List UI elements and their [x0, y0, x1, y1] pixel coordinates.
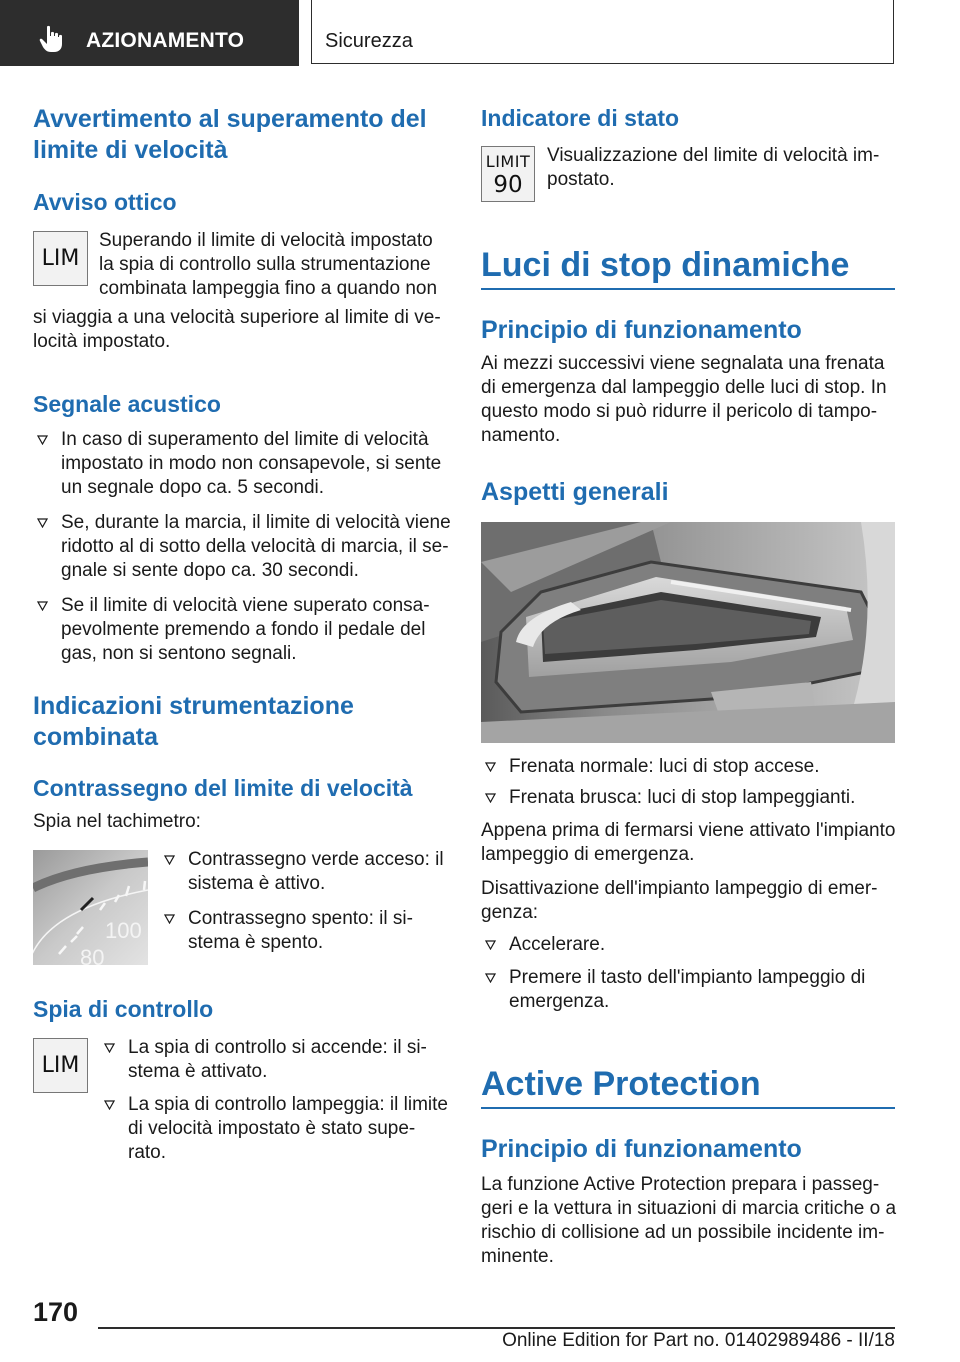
heading-line: Indicazioni strumentazione — [33, 692, 354, 720]
limit-icon-label: LIMIT — [485, 152, 531, 171]
text-line: Disattivazione dell'impianto lampeggio di emer- — [481, 878, 878, 899]
text-line: di emergenza dal lampeggio delle luci di stop. In — [481, 377, 887, 398]
spia-tachimetro-text: Spia nel tachimetro: — [33, 811, 201, 832]
text-line: stema è spento. — [188, 932, 324, 953]
heading-underline — [481, 1107, 895, 1109]
speedometer-image — [33, 850, 148, 965]
text-line: rato. — [128, 1142, 167, 1163]
heading-aspetti-generali: Aspetti generali — [481, 478, 669, 506]
heading-active-protection: Active Protection — [481, 1065, 761, 1103]
text-line: impostato in modo non consapevole, si sente — [61, 453, 442, 474]
text-line: emergenza. — [509, 991, 610, 1012]
tail-light-photo — [481, 522, 895, 743]
principio-2-text — [481, 1173, 896, 1269]
lim-icon-label: LIM — [41, 1053, 80, 1078]
heading-line: Avvertimento al superamento del — [33, 105, 427, 133]
heading-spia-controllo: Spia di controllo — [33, 996, 214, 1022]
list-item-text: Frenata normale: luci di stop accese. — [509, 756, 820, 777]
text-line: pevolmente premendo a fondo il pedale del — [61, 619, 426, 640]
text-line: lampeggio di emergenza. — [481, 844, 695, 865]
text-line: di velocità impostato è stato supe- — [128, 1118, 416, 1139]
text-line: La spia di controllo si accende: il si- — [128, 1037, 427, 1058]
bullet-triangle-icon — [37, 435, 48, 445]
footer-rule — [98, 1327, 895, 1329]
bullet-triangle-icon — [164, 855, 175, 865]
text-line: geri e la vettura in situazioni di marcia critiche o a — [481, 1198, 897, 1219]
footer-edition: Online Edition for Part no. 01402989486 - II/18 — [502, 1330, 895, 1351]
text-line: Ai mezzi successivi viene segnalata una frenata — [481, 353, 885, 374]
text-line: gnale si sente dopo ca. 30 secondi. — [61, 560, 359, 581]
avviso-ottico-text-full — [33, 306, 441, 354]
text-line: locità impostato. — [33, 331, 171, 352]
text-line: gas, non si sentono segnali. — [61, 643, 297, 664]
tacho-label-100: 100 — [105, 918, 142, 943]
text-line: La spia di controllo lampeggia: il limite — [128, 1094, 448, 1115]
bullet-triangle-icon — [485, 762, 496, 772]
heading-segnale-acustico: Segnale acustico — [33, 391, 221, 417]
heading-luci-stop: Luci di stop dinamiche — [481, 246, 850, 284]
text-line: minente. — [481, 1246, 554, 1267]
lim-indicator-icon — [33, 1038, 88, 1093]
bullet-triangle-icon — [104, 1100, 115, 1110]
text-line: postato. — [547, 169, 615, 190]
disattivazione-text — [481, 877, 878, 925]
avviso-ottico-text-wrapped — [99, 229, 437, 301]
text-line: La funzione Active Protection prepara i passeg- — [481, 1174, 880, 1195]
text-line: Appena prima di fermarsi viene attivato l'impianto — [481, 820, 896, 841]
tacho-label-80: 80 — [80, 945, 105, 965]
text-line: Se il limite di velocità viene superato consa- — [61, 595, 430, 616]
heading-line: combinata — [33, 723, 159, 751]
text-line: ridotto al di sotto della velocità di marcia, il se- — [61, 536, 449, 557]
text-line: Visualizzazione del limite di velocità im- — [547, 145, 880, 166]
text-line: questo modo si può ridurre il pericolo di tampo- — [481, 401, 878, 422]
text-line: namento. — [481, 425, 561, 446]
text-line: combinata lampeggia fino a quando non — [99, 278, 438, 299]
text-line: un segnale dopo ca. 5 secondi. — [61, 477, 325, 498]
heading-principio-1: Principio di funzionamento — [481, 316, 802, 344]
bullet-triangle-icon — [104, 1043, 115, 1053]
text-line: Se, durante la marcia, il limite di velocità viene — [61, 512, 451, 533]
limit-icon-value: 90 — [493, 172, 523, 198]
header-subsection-tab — [311, 0, 894, 64]
lim-icon-label: LIM — [41, 246, 80, 271]
heading-contrassegno: Contrassegno del limite di velocità — [33, 775, 413, 801]
bullet-triangle-icon — [485, 940, 496, 950]
page-number: 170 — [33, 1297, 79, 1327]
text-line: la spia di controllo sulla strumentazione — [99, 254, 431, 275]
speed-limit-90-icon — [481, 146, 535, 202]
indicatore-text — [547, 144, 879, 192]
bullet-triangle-icon — [485, 973, 496, 983]
text-line: si viaggia a una velocità superiore al limite di ve- — [33, 307, 441, 328]
heading-indicatore-stato: Indicatore di stato — [481, 105, 680, 131]
header-section-title: AZIONAMENTO — [86, 29, 245, 52]
heading-underline — [481, 288, 895, 290]
heading-line: limite di velocità — [33, 136, 228, 164]
text-line: genza: — [481, 902, 539, 923]
bullet-triangle-icon — [37, 518, 48, 528]
bullet-triangle-icon — [485, 793, 496, 803]
text-line: stema è attivato. — [128, 1061, 268, 1082]
heading-principio-2: Principio di funzionamento — [481, 1135, 802, 1163]
text-line: Premere il tasto dell'impianto lampeggio di — [509, 967, 866, 988]
text-line: rischio di collisione ad un possibile incidente im- — [481, 1222, 885, 1243]
text-line: Superando il limite di velocità impostato — [99, 230, 433, 251]
bullet-triangle-icon — [164, 914, 175, 924]
text-line: Accelerare. — [509, 934, 606, 955]
text-line: In caso di superamento del limite di velocità — [61, 429, 429, 450]
heading-indicazioni — [33, 691, 354, 753]
header-section-tab — [0, 0, 299, 66]
text-line: Contrassegno verde acceso: il — [188, 849, 444, 870]
heading-avvertimento — [33, 104, 427, 166]
heading-avviso-ottico: Avviso ottico — [33, 189, 177, 215]
list-item-text: Frenata brusca: luci di stop lampeggianti. — [509, 787, 856, 808]
lim-warning-icon — [33, 231, 88, 286]
hand-pointer-icon — [38, 25, 68, 53]
bullet-triangle-icon — [37, 601, 48, 611]
principio-1-text — [481, 352, 887, 448]
appena-text — [481, 819, 895, 867]
header-subsection-title: Sicurezza — [325, 30, 413, 52]
text-line: Contrassegno spento: il si- — [188, 908, 413, 929]
text-line: sistema è attivo. — [188, 873, 326, 894]
